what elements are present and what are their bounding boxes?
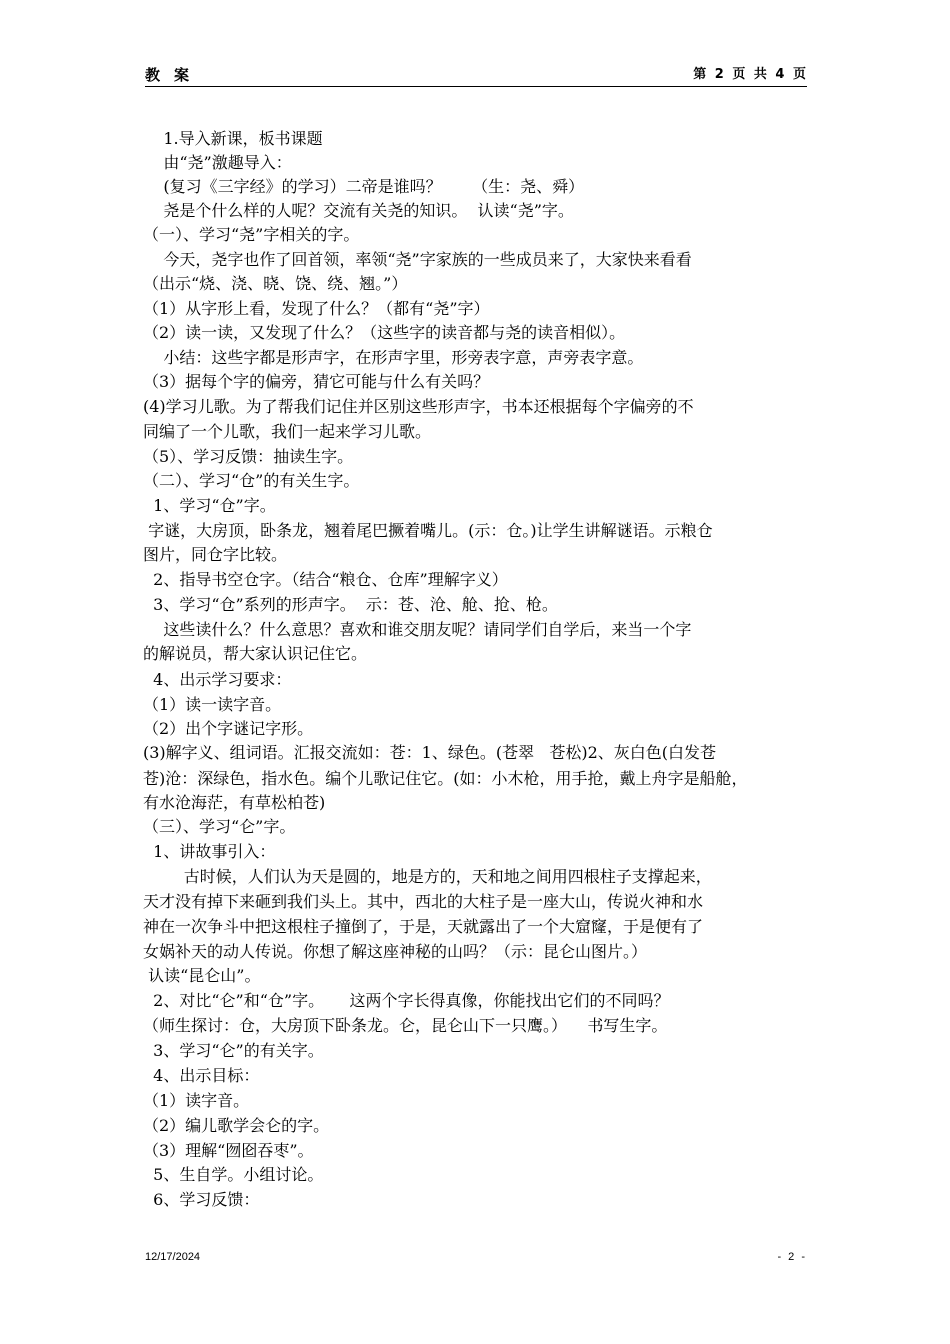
body-line: 这些读什么？什么意思？喜欢和谁交朋友呢？请同学们自学后，来当一个字 [143,620,692,639]
body-line: 有水沧海茫，有草松柏苍) [143,793,326,812]
body-line: 尧是个什么样的人呢？交流有关尧的知识。 认读“尧”字。 [143,201,574,220]
body-line: (4)学习儿歌。为了帮我们记住并区别这些形声字，书本还根据每个字偏旁的不 [143,397,694,416]
body-line: 4、出示目标： [143,1066,260,1085]
body-line: 2、指导书空仓字。（结合“粮仓、仓库”理解字义） [143,570,508,589]
body-line: 天才没有掉下来砸到我们头上。其中，西北的大柱子是一座大山，传说火神和水 [143,892,704,911]
body-line: （3）据每个字的偏旁，猜它可能与什么有关吗？ [143,372,490,391]
body-line: （一）、学习“尧”字相关的字。 [143,225,360,244]
body-line: 1.导入新课，板书课题 [143,129,323,148]
body-line: （2）读一读，又发现了什么？（这些字的读音都与尧的读音相似）。 [143,323,626,342]
body-line: （出示“烧、浇、晓、饶、绕、翘。”） [143,274,408,293]
body-line: （1）从字形上看，发现了什么？（都有“尧”字） [143,299,490,318]
header-page-info: 第 2 页 共 4 页 [693,67,807,82]
body-line: （1）读字音。 [143,1091,250,1110]
body-line: 今天，尧字也作了回首领，率领“尧”字家族的一些成员来了，大家快来看看 [143,250,692,269]
footer-page-number: - 2 - [777,1251,807,1263]
body-line: 的解说员，帮大家认识记住它。 [143,644,368,663]
body-line: （3）理解“囫囵吞枣”。 [143,1141,314,1160]
body-line: 3、学习“仑”的有关字。 [143,1041,324,1060]
body-line: (复习《三字经》的学习）二帝是谁吗？ （生：尧、舜） [143,177,585,196]
body-line: 1、讲故事引入： [143,842,276,861]
body-line: 字谜，大房顶，卧条龙，翘着尾巴撅着嘴儿。(示：仓。)让学生讲解谜语。示粮仓 [143,521,713,540]
body-line: 神在一次争斗中把这根柱子撞倒了，于是，天就露出了一个大窟窿，于是便有了 [143,917,704,936]
page-header [145,66,807,87]
body-line: 女娲补天的动人传说。你想了解这座神秘的山吗？（示：昆仑山图片。） [143,942,648,961]
body-line: （2）出个字谜记字形。 [143,719,314,738]
body-line: 图片，同仓字比较。 [143,545,288,564]
body-line: 3、学习“仓”系列的形声字。 示：苍、沧、舱、抢、枪。 [143,595,558,614]
body-line: 认读“昆仑山”。 [143,966,261,985]
body-line: （5）、学习反馈：抽读生字。 [143,447,354,466]
body-line: （师生探讨：仓，大房顶下卧条龙。仑，昆仑山下一只鹰。） 书写生字。 [143,1016,668,1035]
body-line: 古时候，人们认为天是圆的，地是方的，天和地之间用四根柱子支撑起来， [143,867,712,886]
body-line: 5、生自学。小组讨论。 [143,1165,324,1184]
body-line: 4、出示学习要求： [143,670,292,689]
body-line: 小结：这些字都是形声字，在形声字里，形旁表字意，声旁表字意。 [143,348,644,367]
body-line: （2）编儿歌学会仑的字。 [143,1116,330,1135]
footer-date: 12/17/2024 [145,1251,201,1263]
header-title: 教案 [145,66,204,84]
body-line: 1、学习“仓”字。 [143,496,276,515]
body-line: （二）、学习“仓”的有关生字。 [143,471,360,490]
body-line: (3)解字义、组词语。汇报交流如：苍：1、绿色。(苍翠 苍松)2、灰白色(白发苍 [143,743,717,762]
body-line: 6、学习反馈： [143,1190,260,1209]
body-line: （三）、学习“仑”字。 [143,817,296,836]
body-line: （1）读一读字音。 [143,695,282,714]
body-line: 2、对比“仑”和“仓”字。 这两个字长得真像，你能找出它们的不同吗？ [143,991,670,1010]
body-line: 由“尧”激趣导入： [143,153,292,172]
body-line: 同编了一个儿歌，我们一起来学习儿歌。 [143,422,432,441]
body-line: 苍)沧：深绿色，指水色。编个儿歌记住它。(如：小木枪，用手抢，戴上舟字是船舱， [143,769,748,788]
